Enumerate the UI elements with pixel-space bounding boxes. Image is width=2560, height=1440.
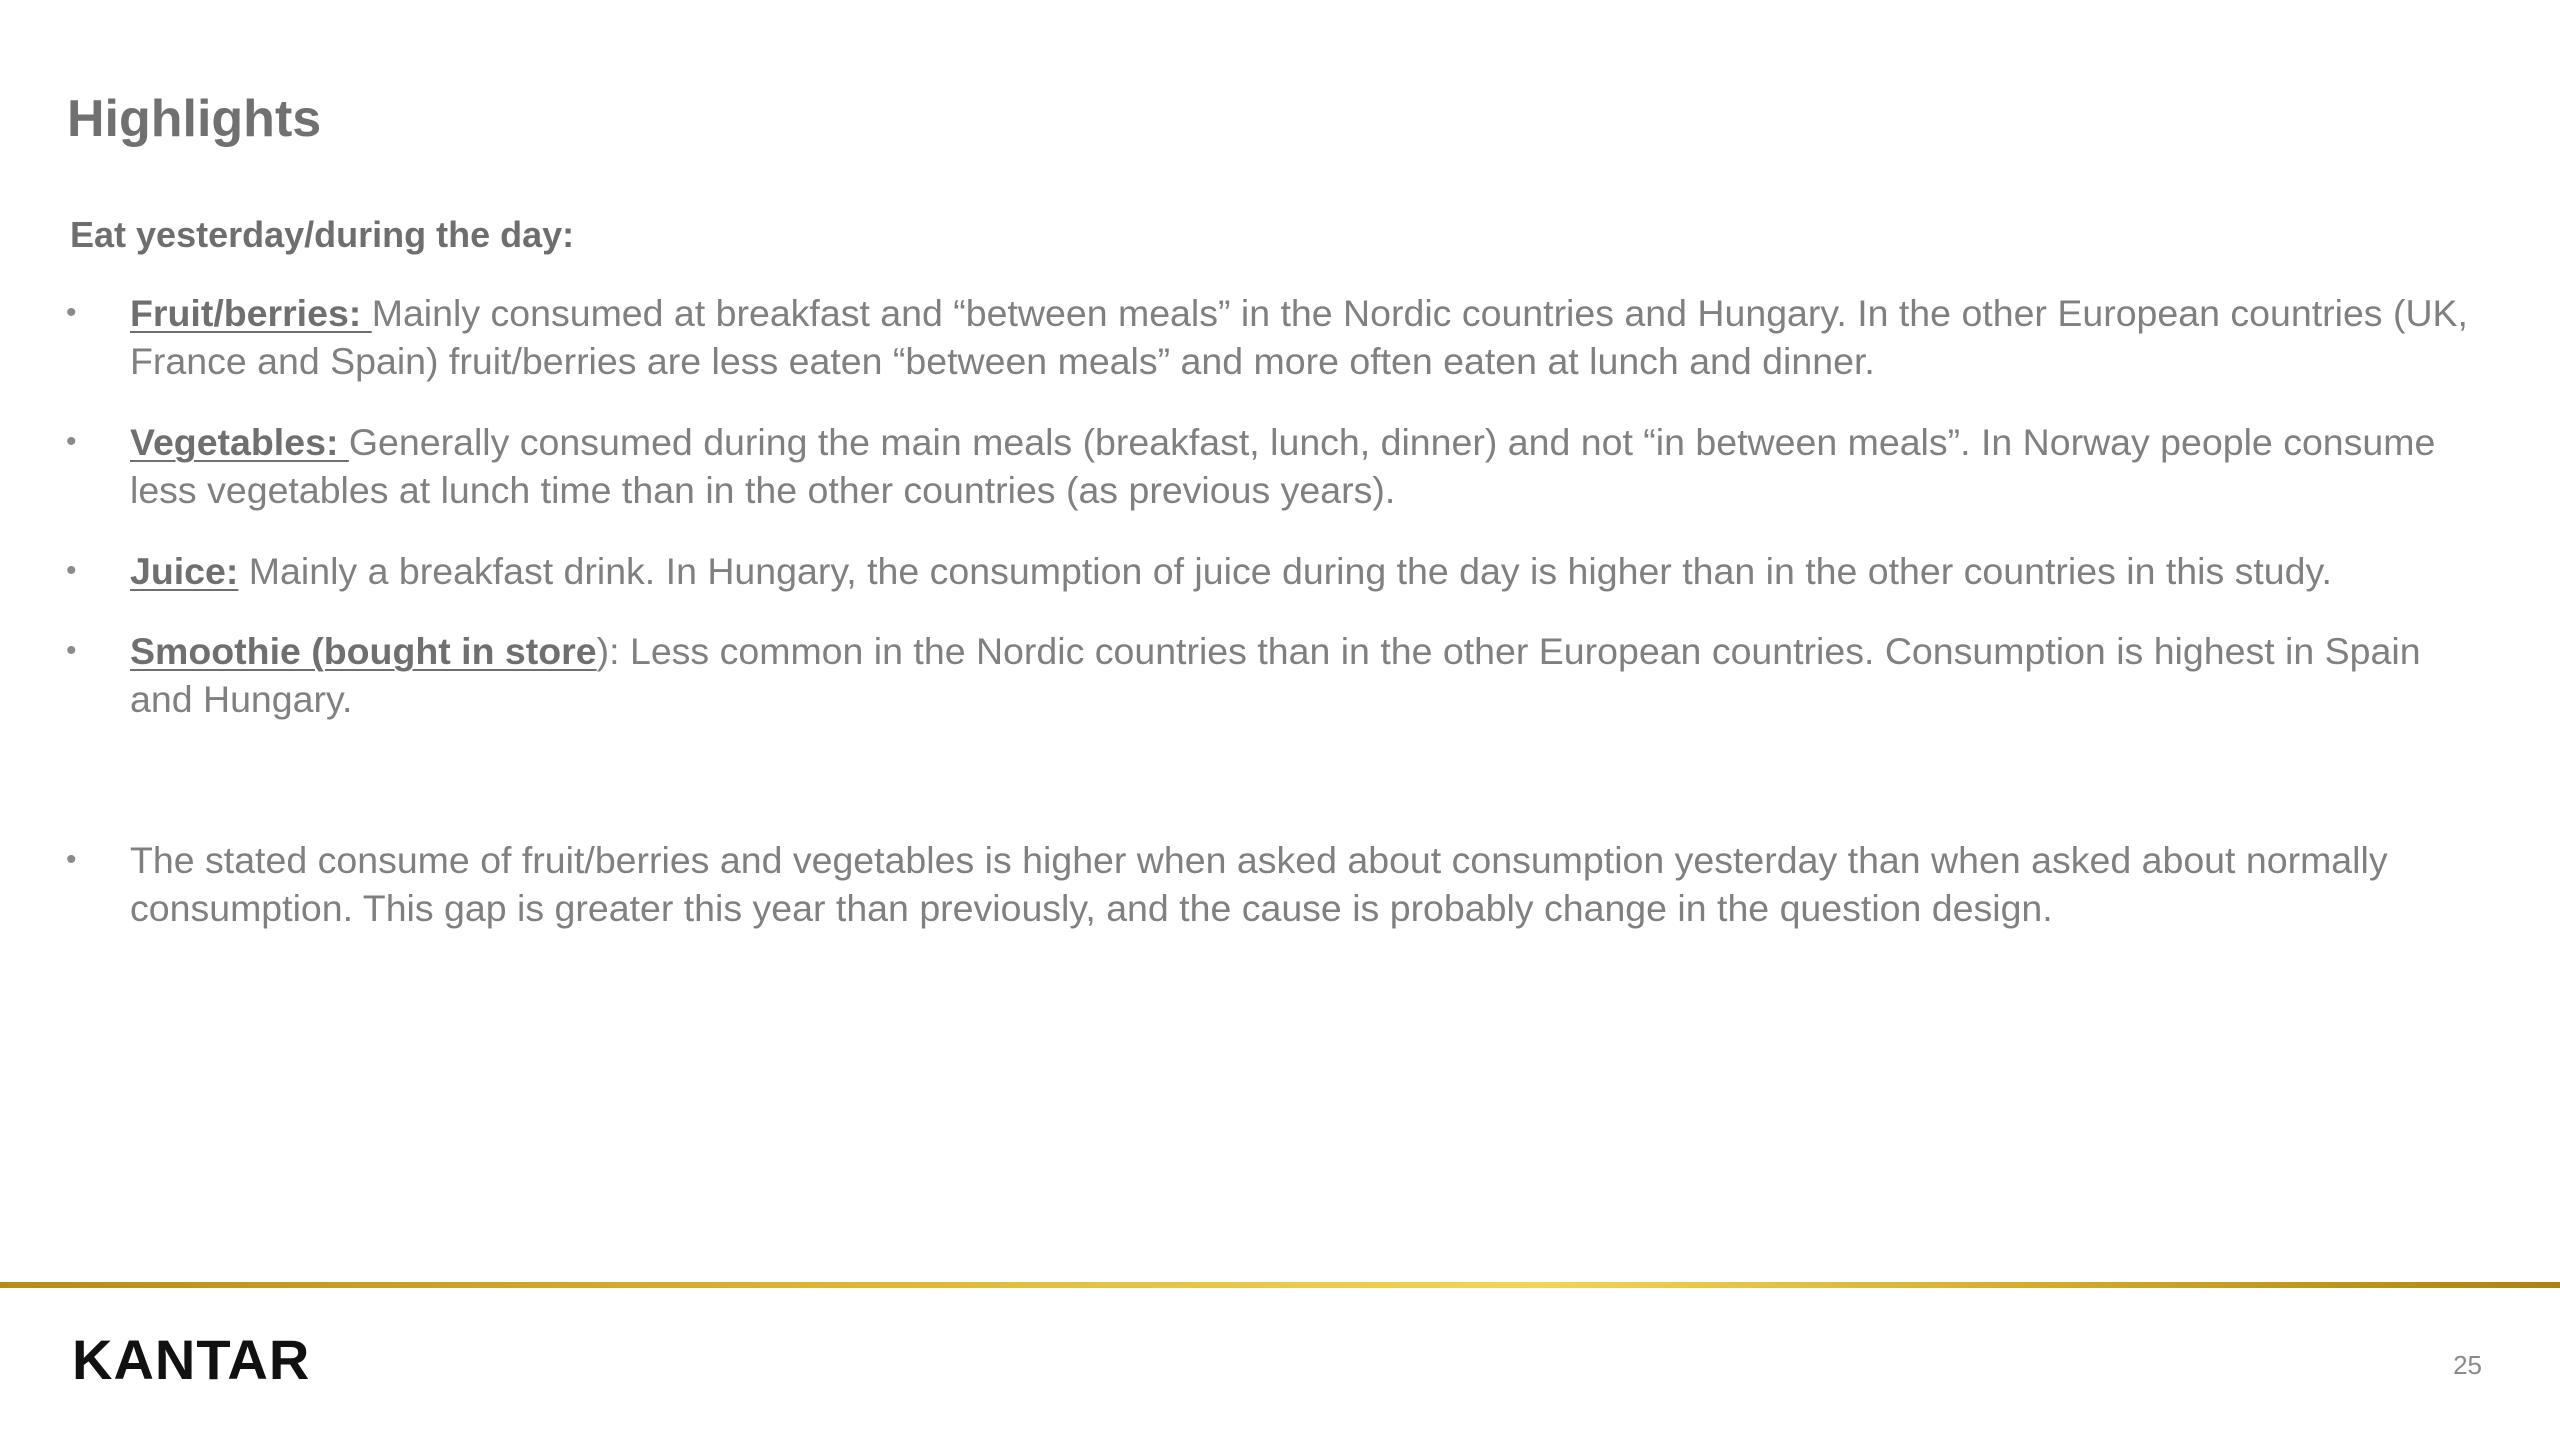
bullet-text: The stated consume of fruit/berries and vegetables is higher when asked about consumption yesterday than when asked about normally consumption. This gap is greater this year than previously, and the cause is probably change in the question design. [130, 839, 2388, 929]
bullet-text: Mainly a breakfast drink. In Hungary, the consumption of juice during the day is higher than in the other countries in this study. [238, 550, 2332, 592]
bullet-term: Vegetables: [130, 421, 349, 463]
bullet-stated-consumption [66, 836, 2490, 932]
bullet-icon: • [66, 425, 77, 458]
kantar-logo: KANTAR [72, 1328, 311, 1391]
bullet-vegetables [66, 418, 2490, 514]
bullet-term: Smoothie (bought in store [130, 630, 597, 672]
page-number: 25 [2453, 1350, 2482, 1380]
bullet-icon: • [66, 296, 77, 329]
section-subheading: Eat yesterday/during the day: [70, 214, 575, 255]
slide-title: Highlights [67, 90, 322, 148]
bullet-smoothie [66, 627, 2490, 723]
bullet-juice [66, 547, 2490, 595]
bullet-icon: • [66, 554, 77, 587]
bullet-icon: • [66, 634, 77, 667]
footer-gold-rule [0, 1282, 2560, 1288]
bullet-term: Juice: [130, 550, 239, 592]
bullet-icon: • [66, 843, 77, 876]
bullet-text: Generally consumed during the main meals (breakfast, lunch, dinner) and not “in between meals”. In Norway people consume less vegetables at lunch time than in the other countries (as previous years). [130, 421, 2436, 511]
bullet-term: Fruit/berries: [130, 292, 372, 334]
bullet-text: Mainly consumed at breakfast and “between meals” in the Nordic countries and Hungary. In the other European countries (UK, France and Spain) fruit/berries are less eaten “between meals” and more often eaten at lunch and dinner. [130, 292, 2468, 382]
bullet-text: ): Less common in the Nordic countries than in the other European countries. Consumption is highest in Spain and Hungary. [130, 630, 2421, 720]
bullet-fruit-berries [66, 289, 2490, 385]
